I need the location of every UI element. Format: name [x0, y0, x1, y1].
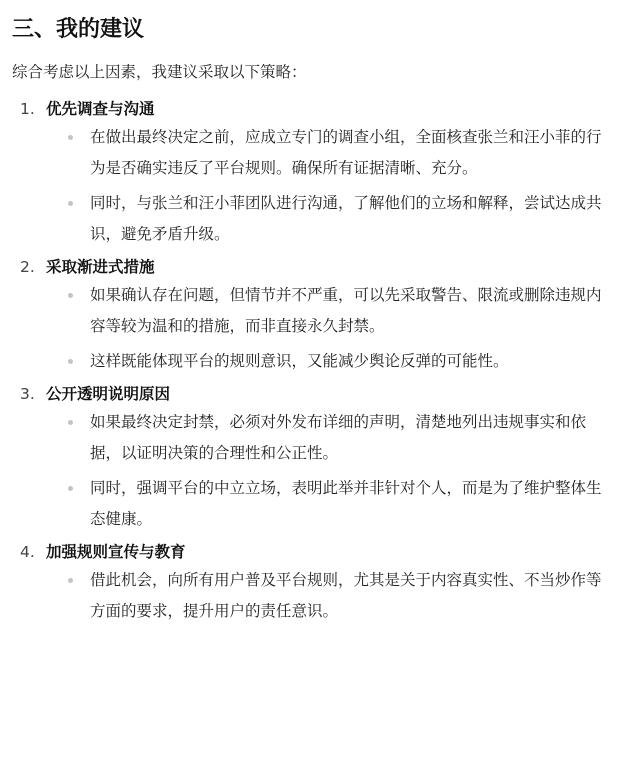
bullet-item: [68, 565, 608, 627]
bullet-text: 这样既能体现平台的规则意识，又能减少舆论反弹的可能性。: [90, 352, 509, 370]
strategy-title-row: [12, 254, 608, 280]
strategy-title-row: [12, 96, 608, 122]
bullet-dot-icon: [68, 359, 73, 364]
strategy-item: [12, 381, 608, 535]
bullet-list: [12, 280, 608, 377]
strategy-item: [12, 539, 608, 627]
bullet-text: 如果最终决定封禁，必须对外发布详细的声明，清楚地列出违规事实和依据，以证明决策的合理性和公正性。: [90, 413, 587, 462]
bullet-dot-icon: [68, 420, 73, 425]
strategy-title: 公开透明说明原因: [46, 385, 171, 403]
list-number: 1.: [20, 100, 35, 118]
bullet-item: [68, 407, 608, 469]
strategy-title-row: [12, 539, 608, 565]
bullet-text: 同时，与张兰和汪小菲团队进行沟通，了解他们的立场和解释，尝试达成共识，避免矛盾升级。: [90, 194, 602, 243]
bullet-item: [68, 188, 608, 250]
list-number: 4.: [20, 543, 35, 561]
strategy-item: [12, 96, 608, 250]
bullet-dot-icon: [68, 486, 73, 491]
strategy-title: 优先调查与沟通: [46, 100, 155, 118]
bullet-text: 借此机会，向所有用户普及平台规则，尤其是关于内容真实性、不当炒作等方面的要求，提升用户的责任意识。: [90, 571, 602, 620]
bullet-list: [12, 407, 608, 535]
list-number: 3.: [20, 385, 35, 403]
strategy-title: 加强规则宣传与教育: [46, 543, 186, 561]
bullet-dot-icon: [68, 201, 73, 206]
bullet-list: [12, 565, 608, 627]
bullet-list: [12, 122, 608, 250]
bullet-text: 同时，强调平台的中立立场，表明此举并非针对个人，而是为了维护整体生态健康。: [90, 479, 602, 528]
intro-paragraph: 综合考虑以上因素，我建议采取以下策略：: [12, 63, 307, 81]
bullet-item: [68, 473, 608, 535]
bullet-item: [68, 122, 608, 184]
bullet-dot-icon: [68, 293, 73, 298]
strategy-title: 采取渐进式措施: [46, 258, 155, 276]
bullet-item: [68, 346, 608, 377]
bullet-text: 如果确认存在问题，但情节并不严重，可以先采取警告、限流或删除违规内容等较为温和的措施，而非直接永久封禁。: [90, 286, 602, 335]
strategy-item: [12, 254, 608, 377]
bullet-item: [68, 280, 608, 342]
strategy-list: [12, 96, 608, 627]
list-number: 2.: [20, 258, 35, 276]
section-heading: 三、我的建议: [12, 17, 145, 42]
bullet-dot-icon: [68, 135, 73, 140]
bullet-text: 在做出最终决定之前，应成立专门的调查小组，全面核查张兰和汪小菲的行为是否确实违反了平台规则。确保所有证据清晰、充分。: [90, 128, 602, 177]
strategy-title-row: [12, 381, 608, 407]
bullet-dot-icon: [68, 578, 73, 583]
